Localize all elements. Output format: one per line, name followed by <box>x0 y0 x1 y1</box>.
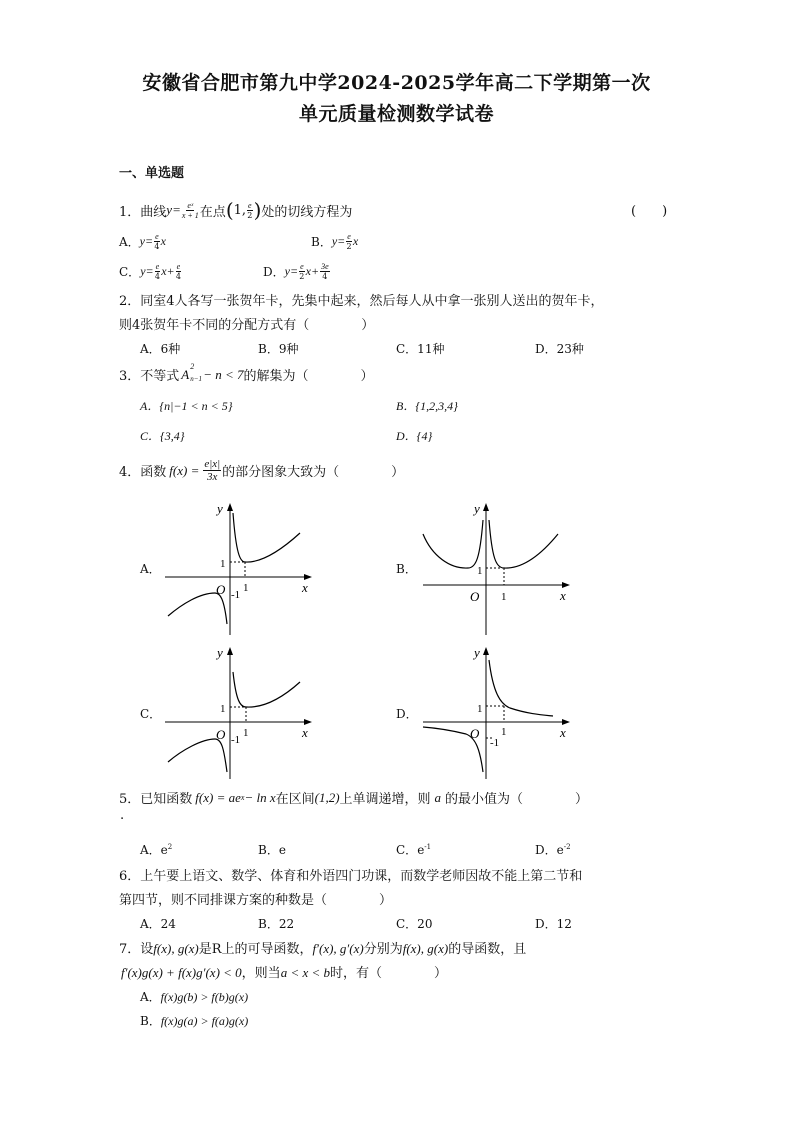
q4-option-b[interactable]: B． <box>396 562 417 576</box>
svg-text:1: 1 <box>477 703 483 715</box>
graph-a-origin: O <box>216 582 226 597</box>
q5-option-b[interactable]: B．e <box>258 843 286 857</box>
q6-option-b[interactable]: B．22 <box>258 917 295 931</box>
svg-text:y: y <box>474 645 480 660</box>
q6-option-a[interactable]: A．24 <box>140 917 176 931</box>
graph-c <box>160 642 320 782</box>
q6-option-d[interactable]: D．12 <box>535 917 572 931</box>
svg-text:-1: -1 <box>231 734 241 746</box>
q6-line-2: 第四节，则不同排课方案的种数是（ ） <box>119 893 393 908</box>
q5-option-a[interactable]: A．$e^2$ <box>140 843 173 857</box>
q3-option-c[interactable]: C．{3,4} <box>140 429 185 443</box>
graph-a-y-label: y <box>217 501 223 516</box>
q2-option-a[interactable]: A．6种 <box>140 342 181 356</box>
svg-text:1: 1 <box>220 703 226 715</box>
q1-y: y= <box>166 202 181 217</box>
q1-mid: 在点 <box>199 204 226 220</box>
svg-text:x: x <box>560 588 566 603</box>
q1-point-fraction: $\frac{e}{2}$ <box>247 200 253 220</box>
q1-option-c[interactable]: C． y= $\frac{e}{4}$ x+ $\frac{e}{4}$ <box>119 262 181 281</box>
svg-text:y: y <box>217 645 223 660</box>
title-line-2: 单元质量检测数学试卷 <box>298 103 494 125</box>
q5-option-d[interactable]: D．$e^{-2}$ <box>535 843 571 857</box>
q2-option-c[interactable]: C．11种 <box>396 342 445 356</box>
q1-number: 1． <box>119 204 141 220</box>
q5-option-c[interactable]: C．$e^{-1}$ <box>396 843 432 857</box>
question-5: 5．已知函数 f(x) = ae x − ln x 在区间 (1,2) 上单调递增，则 a 的最小值为（ ） <box>119 789 589 807</box>
graph-a-one-x: 1 <box>243 582 249 594</box>
q3-option-b[interactable]: B．{1,2,3,4} <box>396 399 458 413</box>
q1-paren-right: ) <box>253 198 262 222</box>
q1-fraction: $\frac{\text{eˣ}}{x + 1}$ <box>181 200 199 220</box>
svg-text:x: x <box>560 725 566 740</box>
svg-text:1: 1 <box>243 727 249 739</box>
graph-a-neg-one: -1 <box>231 589 241 601</box>
q4-option-d[interactable]: D． <box>396 707 418 721</box>
q3-option-a[interactable]: A．{n|−1 < n < 5} <box>140 399 233 413</box>
q2-option-d[interactable]: D．23种 <box>535 342 584 356</box>
q6-option-c[interactable]: C．20 <box>396 917 433 931</box>
q1-paren-left: ( <box>225 198 234 222</box>
svg-text:O: O <box>216 727 226 742</box>
svg-text:y: y <box>474 501 480 516</box>
q2-line-2: 则4张贺年卡不同的分配方式有（ ） <box>119 318 375 333</box>
q1-option-d[interactable]: D． y= $\frac{e}{2}$ x+ $\frac{3e}{4}$ <box>263 262 329 281</box>
q4-option-a[interactable]: A． <box>140 562 161 576</box>
svg-text:O: O <box>470 589 480 604</box>
graph-a <box>160 498 320 638</box>
q6-line-1: 6．上午要上语文、数学、体育和外语四门功课，而数学老师因故不能上第二节和 <box>119 869 583 884</box>
svg-text:x: x <box>302 725 308 740</box>
q1-pre: 曲线 <box>140 204 167 220</box>
graph-b <box>418 498 578 638</box>
question-3: 3．不等式 A 2 n−1 − n < 7 的解集为（ ） <box>119 361 374 384</box>
svg-text:1: 1 <box>477 565 483 577</box>
q2-option-b[interactable]: B．9种 <box>258 342 299 356</box>
q1-option-a[interactable]: A． y= $\frac{e}{4}$ x <box>119 232 166 251</box>
q7-line-1: 7．设f(x), g(x)是R上的可导函数，f′(x), g′(x)分别为f(x), g(x)的导函数，且 <box>119 941 527 957</box>
svg-text:O: O <box>470 726 480 741</box>
title-line-1: 安徽省合肥市第九中学2024-2025学年高二下学期第一次 <box>142 72 651 94</box>
q1-post: 处的切线方程为 <box>261 204 353 220</box>
q7-line-2: f′(x)g(x) + f(x)g′(x) < 0，则当a < x < b时，有（ ） <box>121 965 448 981</box>
section-heading: 一、单选题 <box>119 166 185 181</box>
q7-option-a[interactable]: A．f(x)g(b) > f(b)g(x) <box>140 990 249 1004</box>
question-4: 4．函数 f(x) = $\frac{e|x|}{3x}$ 的部分图象大致为（ ） <box>119 458 405 483</box>
svg-text:1: 1 <box>501 591 507 603</box>
q7-option-b[interactable]: B．f(x)g(a) > f(a)g(x) <box>140 1014 249 1028</box>
graph-d <box>418 642 578 782</box>
q1-point-a: 1, <box>233 202 247 218</box>
svg-text:1: 1 <box>501 726 507 738</box>
graph-a-x-label: x <box>302 580 308 595</box>
q4-option-c[interactable]: C． <box>140 707 162 721</box>
question-1 <box>119 198 352 222</box>
q5-dot: . <box>120 808 125 823</box>
q1-answer-paren: ( ) <box>631 204 668 219</box>
q3-option-d[interactable]: D．{4} <box>396 429 433 443</box>
graph-a-one-y: 1 <box>220 558 226 570</box>
q1-option-b[interactable]: B． y= $\frac{e}{2}$ x <box>311 232 359 251</box>
svg-text:-1: -1 <box>490 737 500 749</box>
q2-line-1: 2．同室4人各写一张贺年卡，先集中起来，然后每人从中拿一张别人送出的贺年卡， <box>119 294 604 309</box>
